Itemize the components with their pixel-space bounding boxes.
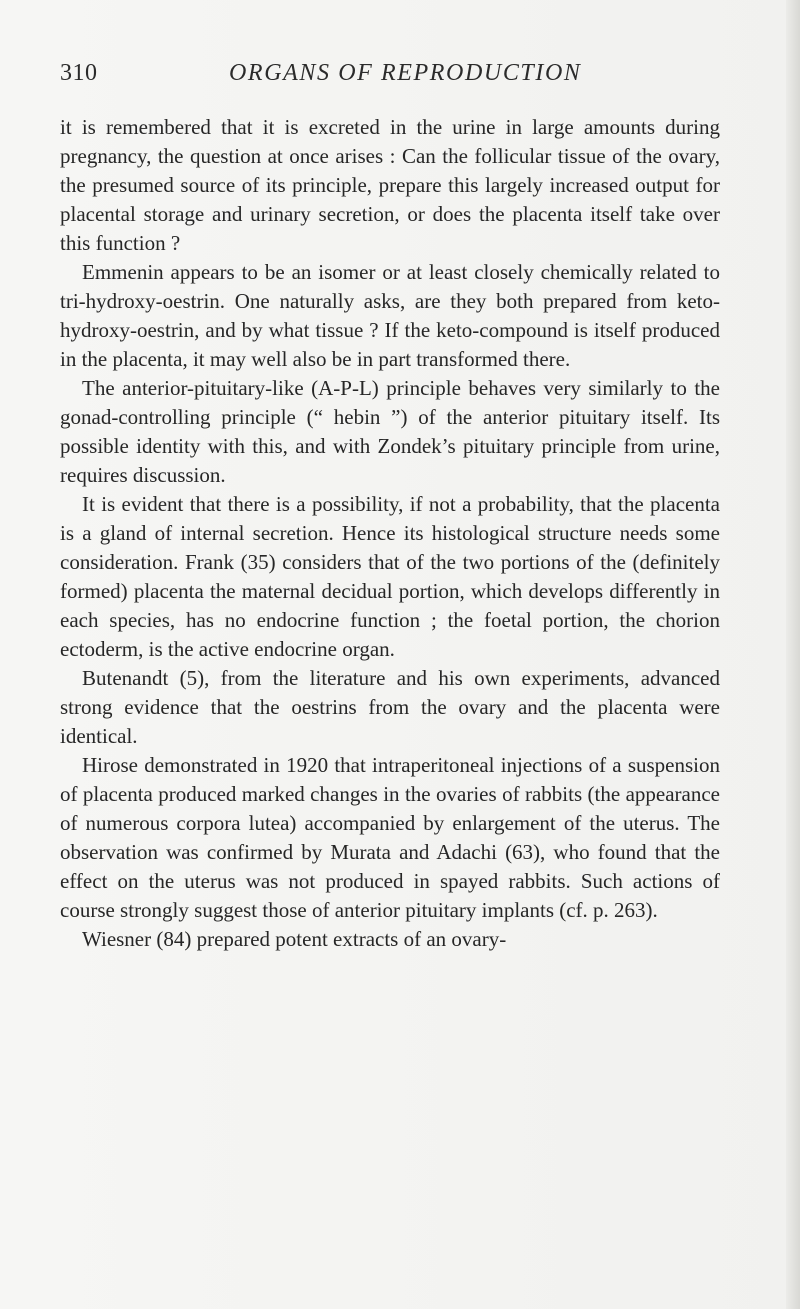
page-number: 310 (60, 60, 98, 86)
paragraph-apl-principle: The anterior-pituitary-like (A-P-L) principle behaves very similarly to the gonad-controlling principle (“ hebin ”) of the anterior pituitary itself. Its possible identity with this, and with Zondek’s pituitary principle from urine, requires discussion. (60, 376, 720, 487)
paragraph-continuation: it is remembered that it is excreted in the urine in large amounts during pregnancy, the question at once arises : Can the follicular tissue of the ovary, the presumed source of its principle, prepare this largely increased output for placental storage and urinary secretion, or does the placenta itself take over this function ? (60, 115, 720, 255)
paragraph-butenandt: Butenandt (5), from the literature and his own experiments, advanced strong evidence that the oestrins from the ovary and the placenta were identical. (60, 666, 720, 748)
paragraph-emmenin: Emmenin appears to be an isomer or at least closely chemically related to tri-hydroxy-oestrin. One naturally asks, are they both prepared from keto-hydroxy-oestrin, and by what tissue ? If the keto-compound is itself produced in the placenta, it may well also be in part transformed there. (60, 260, 720, 371)
paragraph-wiesner: Wiesner (84) prepared potent extracts of an ovary- (82, 927, 507, 951)
page-edge (786, 0, 800, 1309)
paragraph-hirose: Hirose demonstrated in 1920 that intraperitoneal injections of a suspension of placenta produced marked changes in the ovaries of rabbits (the appearance of numerous corpora lutea) accompanied by enlargement of the uterus. The observation was confirmed by Murata and Adachi (63), who found that the effect on the uterus was not produced in spayed rabbits. Such actions of course strongly suggest those of anterior pituitary implants (cf. p. 263). (60, 753, 720, 922)
body-text (60, 113, 720, 954)
paragraph-placenta-gland: It is evident that there is a possibility, if not a probability, that the placenta is a gland of internal secretion. Hence its histological structure needs some consideration. Frank (35) considers that of the two portions of the (definitely formed) placenta the maternal decidual portion, which develops differently in each species, has no endocrine function ; the foetal portion, the chorion ectoderm, is the active endocrine organ. (60, 492, 720, 661)
running-head: ORGANS OF REPRODUCTION (229, 60, 582, 86)
page-header (60, 60, 700, 100)
